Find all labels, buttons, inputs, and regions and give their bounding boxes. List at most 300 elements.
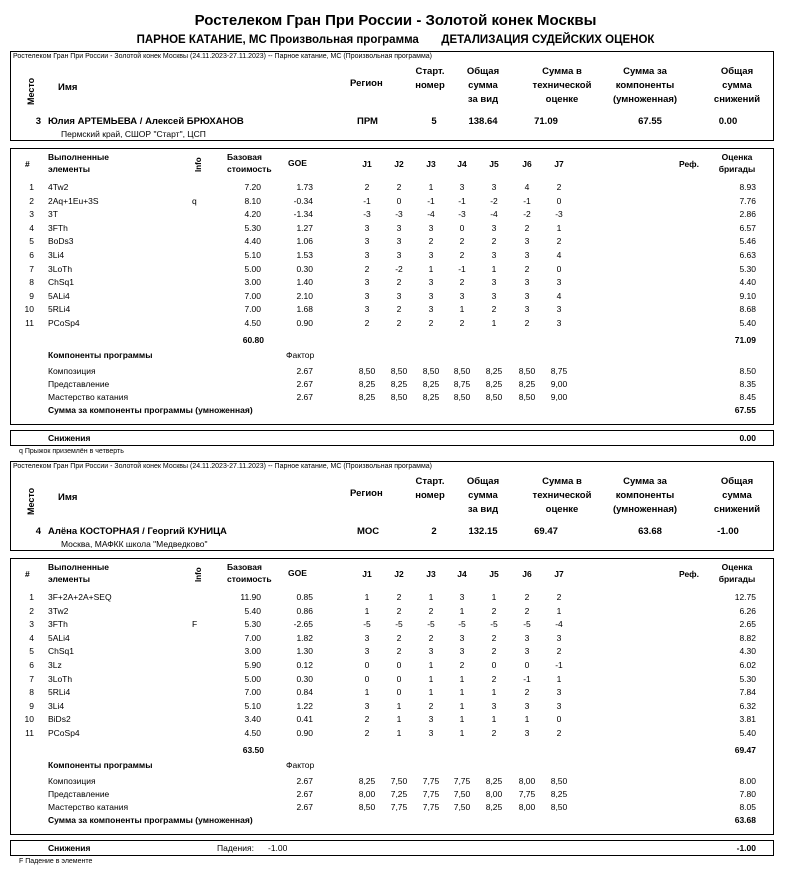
- element-judge-4: 3: [459, 290, 465, 301]
- element-score: 3.81: [739, 714, 756, 725]
- element-judge-4: 3: [459, 646, 465, 657]
- element-judge-3: 3: [428, 714, 434, 725]
- element-judge-7: 0: [556, 195, 562, 206]
- element-judge-5: 1: [491, 263, 497, 274]
- element-number: 10: [24, 714, 34, 725]
- element-base-value: 3.00: [244, 277, 261, 288]
- element-base-value: 8.10: [244, 195, 261, 206]
- element-judge-3: 3: [428, 728, 434, 738]
- element-judge-3: 2: [428, 236, 434, 247]
- element-judge-1: 3: [364, 646, 370, 657]
- element-judge-4: 1: [459, 605, 465, 616]
- element-judge-4: 1: [459, 673, 465, 684]
- element-judge-5: 2: [491, 728, 497, 738]
- column-ded-1: Общая: [720, 476, 754, 487]
- element-judge-3: 2: [428, 318, 434, 328]
- component-judge-2: 7,25: [390, 788, 408, 799]
- component-judge-6: 7,75: [518, 788, 536, 799]
- element-judge-1: 3: [364, 290, 370, 301]
- element-judge-1: 3: [364, 700, 370, 711]
- column-base-2: стоимость: [227, 164, 272, 174]
- athlete-ded: 0.00: [718, 116, 738, 127]
- column-tss-1: Общая: [466, 476, 500, 487]
- element-judge-2: 2: [396, 182, 402, 192]
- column-goe: GOE: [288, 158, 307, 168]
- element-score: 5.30: [739, 263, 756, 274]
- component-judge-7: 8,75: [550, 365, 568, 376]
- athlete-club: Пермский край, СШОР "Старт", ЦСП: [61, 129, 206, 139]
- element-score: 7.76: [739, 195, 756, 206]
- element-number: 6: [29, 250, 34, 260]
- element-number: 6: [29, 660, 34, 670]
- column-score-2: бригады: [718, 164, 756, 174]
- element-judge-7: 2: [556, 646, 562, 657]
- component-judge-7: 9,00: [550, 391, 568, 402]
- element-judge-7: 2: [556, 728, 562, 738]
- component-judge-5: 8,50: [485, 391, 503, 402]
- element-judge-6: 3: [524, 236, 530, 247]
- element-number: 1: [29, 182, 34, 192]
- element-judge-1: 1: [364, 687, 370, 698]
- column-ded-1: Общая: [720, 66, 754, 77]
- element-judge-5: 2: [491, 236, 497, 247]
- column-start-1: Старт.: [415, 66, 445, 77]
- component-score: 7.80: [739, 788, 756, 799]
- element-judge-3: 1: [428, 660, 434, 670]
- column-num: #: [25, 569, 30, 579]
- element-judge-7: 2: [556, 592, 562, 602]
- column-place: Место: [26, 487, 36, 515]
- element-judge-4: 1: [459, 304, 465, 315]
- base-value-total: 60.80: [242, 334, 264, 345]
- element-judge-7: 2: [556, 182, 562, 192]
- element-judge-6: 2: [524, 222, 530, 233]
- element-code: 3F+2A+2A+SEQ: [48, 592, 112, 602]
- element-judge-4: -1: [458, 195, 466, 206]
- element-judge-6: 2: [524, 605, 530, 616]
- component-judge-3: 7,75: [422, 788, 440, 799]
- element-goe: 1.68: [296, 304, 313, 315]
- element-score: 6.32: [739, 700, 756, 711]
- deductions-total: -1.00: [736, 843, 756, 853]
- element-judge-6: 2: [524, 318, 530, 328]
- element-judge-2: 1: [396, 714, 402, 725]
- element-judge-2: 2: [396, 304, 402, 315]
- deductions-box: [10, 430, 774, 446]
- element-judge-4: 3: [459, 632, 465, 643]
- element-judge-1: 3: [364, 250, 370, 260]
- column-ref: Реф.: [679, 569, 699, 579]
- column-place: Место: [26, 77, 36, 105]
- component-judge-1: 8,25: [358, 775, 376, 786]
- element-goe: 1.22: [296, 700, 313, 711]
- element-judge-5: 3: [491, 277, 497, 288]
- athlete-start: 2: [431, 526, 437, 537]
- component-judge-3: 7,75: [422, 801, 440, 812]
- element-score: 8.93: [739, 182, 756, 192]
- element-judge-5: 0: [491, 660, 497, 670]
- element-code: BoDs3: [48, 236, 74, 247]
- column-judge-6: J6: [522, 569, 532, 579]
- component-factor: 2.67: [296, 365, 313, 376]
- pcs-total-label: Сумма за компоненты программы (умноженная): [48, 814, 253, 825]
- element-number: 7: [29, 263, 34, 274]
- element-score: 8.68: [739, 304, 756, 315]
- component-judge-2: 7,50: [390, 775, 408, 786]
- element-base-value: 5.30: [244, 619, 261, 630]
- component-judge-4: 7,75: [453, 775, 471, 786]
- element-judge-2: 0: [396, 687, 402, 698]
- element-base-value: 5.40: [244, 605, 261, 616]
- component-judge-6: 8,00: [518, 801, 536, 812]
- column-elements-1: Выполненные: [48, 152, 110, 162]
- element-number: 3: [29, 619, 34, 630]
- element-judge-2: 2: [396, 646, 402, 657]
- element-number: 11: [25, 728, 34, 738]
- athlete-name: Алёна КОСТОРНАЯ / Георгий КУНИЦА: [48, 526, 227, 537]
- element-goe: 0.85: [296, 592, 313, 602]
- column-judge-1: J1: [362, 569, 372, 579]
- element-score: 2.86: [739, 209, 756, 220]
- element-goe: 1.27: [296, 222, 313, 233]
- element-judge-4: 3: [459, 592, 465, 602]
- element-goe: -2.65: [293, 619, 313, 630]
- element-judge-6: 3: [524, 250, 530, 260]
- element-judge-3: 1: [428, 263, 434, 274]
- element-code: 5RLi4: [48, 304, 71, 315]
- column-pcs-1: Сумма за: [623, 66, 667, 77]
- component-judge-3: 8,25: [422, 391, 440, 402]
- element-judge-6: 2: [524, 263, 530, 274]
- document-title: Ростелеком Гран При России - Золотой конек Москвы: [194, 12, 597, 29]
- element-judge-1: -5: [363, 619, 371, 630]
- element-code: 5ALi4: [48, 632, 70, 643]
- element-judge-1: 3: [364, 236, 370, 247]
- element-number: 7: [29, 673, 34, 684]
- component-judge-2: 8,25: [390, 378, 408, 389]
- footnote: q Прыжок приземлён в четверть: [19, 448, 124, 455]
- column-ded-2: сумма: [722, 80, 752, 91]
- column-name: Имя: [58, 492, 78, 503]
- element-judge-7: 1: [556, 605, 562, 616]
- column-judge-7: J7: [554, 569, 564, 579]
- element-judge-5: 2: [491, 632, 497, 643]
- athlete-rank: 3: [35, 116, 41, 127]
- column-base-1: Базовая: [227, 562, 262, 572]
- element-judge-3: 3: [428, 290, 434, 301]
- component-judge-6: 8,25: [518, 378, 536, 389]
- component-score: 8.00: [739, 775, 756, 786]
- element-goe: 0.86: [296, 605, 313, 616]
- element-number: 10: [24, 304, 34, 315]
- athlete-tss: 132.15: [468, 526, 498, 537]
- element-judge-5: 2: [491, 605, 497, 616]
- element-judge-3: 1: [428, 182, 434, 192]
- element-goe: 0.12: [296, 660, 313, 670]
- element-judge-4: -3: [458, 209, 466, 220]
- element-judge-6: -1: [523, 673, 531, 684]
- element-judge-3: 3: [428, 250, 434, 260]
- element-code: 3LoTh: [48, 263, 73, 274]
- element-number: 9: [29, 290, 34, 301]
- column-ref: Реф.: [679, 159, 699, 169]
- element-judge-2: 2: [396, 318, 402, 328]
- component-judge-6: 8,50: [518, 365, 536, 376]
- element-judge-6: 3: [524, 632, 530, 643]
- column-score-1: Оценка: [721, 562, 753, 572]
- column-info: Info: [194, 567, 203, 583]
- component-judge-2: 8,50: [390, 365, 408, 376]
- element-base-value: 4.40: [244, 236, 261, 247]
- element-judge-2: 0: [396, 660, 402, 670]
- element-judge-6: 3: [524, 728, 530, 738]
- element-code: BiDs2: [48, 714, 71, 725]
- pcs-total: 67.55: [734, 404, 756, 415]
- element-score: 5.30: [739, 673, 756, 684]
- element-goe: 1.30: [296, 646, 313, 657]
- element-judge-3: 3: [428, 222, 434, 233]
- component-factor: 2.67: [296, 775, 313, 786]
- document-subtitle: [0, 34, 791, 46]
- athlete-name: Юлия АРТЕМЬЕВА / Алексей БРЮХАНОВ: [48, 116, 244, 127]
- athlete-ded: -1.00: [717, 526, 739, 537]
- element-judge-6: 1: [524, 714, 530, 725]
- element-judge-6: 2: [524, 687, 530, 698]
- element-judge-7: 0: [556, 714, 562, 725]
- element-judge-4: 2: [459, 318, 465, 328]
- element-judge-4: -5: [458, 619, 466, 630]
- element-base-value: 4.50: [244, 318, 261, 328]
- column-pcs-1: Сумма за: [623, 476, 667, 487]
- element-code: 5RLi4: [48, 687, 71, 698]
- element-judge-2: -3: [395, 209, 403, 220]
- element-score: 2.65: [739, 619, 756, 630]
- element-judge-7: 0: [556, 263, 562, 274]
- pcs-total: 63.68: [734, 814, 756, 825]
- element-judge-6: 2: [524, 592, 530, 602]
- element-judge-1: -3: [363, 209, 371, 220]
- column-start-2: номер: [415, 490, 445, 501]
- element-judge-3: 2: [428, 632, 434, 643]
- component-judge-5: 8,25: [485, 801, 503, 812]
- element-judge-6: -1: [523, 195, 531, 206]
- element-judge-4: 2: [459, 236, 465, 247]
- element-judge-3: 1: [428, 673, 434, 684]
- element-judge-7: 3: [556, 687, 562, 698]
- component-judge-2: 8,50: [390, 391, 408, 402]
- element-judge-3: -5: [427, 619, 435, 630]
- deductions-box: [10, 840, 774, 856]
- deductions-label: Снижения: [48, 843, 91, 853]
- column-ded-2: сумма: [722, 490, 752, 501]
- element-judge-4: 0: [459, 222, 465, 233]
- element-base-value: 4.20: [244, 209, 261, 220]
- element-judge-2: 0: [396, 673, 402, 684]
- column-elements-1: Выполненные: [48, 562, 110, 572]
- element-base-value: 5.30: [244, 222, 261, 233]
- element-judge-7: 4: [556, 290, 562, 301]
- element-judge-4: 2: [459, 277, 465, 288]
- column-pcs-3: (умноженная): [612, 504, 678, 515]
- element-judge-5: 3: [491, 222, 497, 233]
- element-base-value: 11.90: [240, 592, 261, 602]
- column-ded-3: снижений: [713, 504, 761, 515]
- element-goe: 0.30: [296, 673, 313, 684]
- deductions-total: 0.00: [739, 433, 756, 443]
- component-judge-3: 8,25: [422, 378, 440, 389]
- element-score: 4.40: [739, 277, 756, 288]
- component-score: 8.50: [739, 365, 756, 376]
- deductions-label: Снижения: [48, 433, 91, 443]
- element-judge-5: -5: [490, 619, 498, 630]
- athlete-pcs: 63.68: [638, 526, 662, 537]
- element-judge-1: 2: [364, 182, 370, 192]
- element-judge-2: 0: [396, 195, 402, 206]
- subtitle-report-type: ДЕТАЛИЗАЦИЯ СУДЕЙСКИХ ОЦЕНОК: [441, 34, 655, 46]
- element-code: 3Lz: [48, 660, 62, 670]
- athlete-region: МОС: [357, 526, 380, 537]
- element-judge-6: 3: [524, 700, 530, 711]
- element-judge-7: 1: [556, 222, 562, 233]
- base-value-total: 63.50: [242, 744, 264, 755]
- element-judge-3: 2: [428, 700, 434, 711]
- element-judge-4: 3: [459, 182, 465, 192]
- element-judge-6: 3: [524, 304, 530, 315]
- deduction-type: Падения:: [217, 843, 254, 853]
- component-judge-3: 7,75: [422, 775, 440, 786]
- element-judge-3: 3: [428, 277, 434, 288]
- column-judge-1: J1: [362, 159, 372, 169]
- component-name: Композиция: [48, 365, 96, 376]
- element-score: 6.63: [739, 250, 756, 260]
- component-score: 8.05: [739, 801, 756, 812]
- element-judge-7: 3: [556, 318, 562, 328]
- element-judge-1: 2: [364, 318, 370, 328]
- element-goe: 0.90: [296, 728, 313, 738]
- element-code: 4Tw2: [48, 182, 69, 192]
- column-ded-3: снижений: [713, 94, 761, 105]
- element-judge-2: 2: [396, 605, 402, 616]
- component-score: 8.35: [739, 378, 756, 389]
- element-score: 8.82: [739, 632, 756, 643]
- element-judge-7: 3: [556, 632, 562, 643]
- element-code: 3Tw2: [48, 605, 69, 616]
- element-judge-5: 2: [491, 304, 497, 315]
- element-code: 2Aq+1Eu+3S: [48, 195, 99, 206]
- component-judge-5: 8,25: [485, 365, 503, 376]
- element-score: 6.57: [739, 222, 756, 233]
- component-judge-2: 7,75: [390, 801, 408, 812]
- component-judge-1: 8,00: [358, 788, 376, 799]
- column-judge-3: J3: [426, 569, 436, 579]
- element-number: 2: [29, 605, 34, 616]
- column-start-1: Старт.: [415, 476, 445, 487]
- element-score: 9.10: [739, 290, 756, 301]
- element-code: 3Li4: [48, 700, 65, 711]
- element-goe: 0.84: [296, 687, 313, 698]
- column-components: Компоненты программы: [48, 349, 153, 360]
- element-judge-4: -1: [458, 263, 466, 274]
- element-goe: 2.10: [296, 290, 313, 301]
- element-judge-5: 3: [491, 290, 497, 301]
- element-judge-7: 3: [556, 304, 562, 315]
- column-tss-2: сумма: [468, 490, 498, 501]
- column-elements-2: элементы: [48, 574, 90, 584]
- element-number: 3: [29, 209, 34, 220]
- column-region: Регион: [350, 488, 383, 499]
- column-judge-5: J5: [489, 569, 499, 579]
- element-number: 8: [29, 277, 34, 288]
- component-judge-6: 8,50: [518, 391, 536, 402]
- element-goe: 0.30: [296, 263, 313, 274]
- element-judge-6: 0: [524, 660, 530, 670]
- element-judge-3: 1: [428, 687, 434, 698]
- element-goe: 1.53: [296, 250, 313, 260]
- column-pcs-3: (умноженная): [612, 94, 678, 105]
- element-judge-1: -1: [363, 195, 371, 206]
- element-judge-5: 2: [491, 673, 497, 684]
- element-number: 4: [29, 222, 34, 233]
- element-judge-3: -4: [427, 209, 435, 220]
- element-number: 4: [29, 632, 34, 643]
- element-score: 12.75: [734, 592, 756, 602]
- element-judge-1: 3: [364, 632, 370, 643]
- element-score: 6.26: [739, 605, 756, 616]
- element-judge-1: 3: [364, 277, 370, 288]
- element-judge-5: 1: [491, 714, 497, 725]
- column-tes-2: технической: [532, 80, 592, 91]
- element-judge-1: 1: [364, 605, 370, 616]
- column-tss-3: за вид: [467, 94, 499, 105]
- element-judge-1: 2: [364, 263, 370, 274]
- component-judge-1: 8,25: [358, 391, 376, 402]
- element-judge-6: -5: [523, 619, 531, 630]
- element-base-value: 3.40: [244, 714, 261, 725]
- column-tss-1: Общая: [466, 66, 500, 77]
- component-judge-5: 8,00: [485, 788, 503, 799]
- element-judge-5: -2: [490, 195, 498, 206]
- column-tes-3: оценке: [545, 504, 579, 515]
- athlete-start: 5: [431, 116, 437, 127]
- component-judge-4: 8,50: [453, 365, 471, 376]
- element-judge-1: 0: [364, 660, 370, 670]
- element-judge-6: 3: [524, 277, 530, 288]
- element-judge-7: 1: [556, 673, 562, 684]
- column-goe: GOE: [288, 568, 307, 578]
- element-goe: 0.41: [296, 714, 313, 725]
- element-score: 5.40: [739, 728, 756, 738]
- component-factor: 2.67: [296, 391, 313, 402]
- element-code: PCoSp4: [48, 728, 80, 738]
- element-judge-7: 3: [556, 277, 562, 288]
- column-factor: Фактор: [286, 349, 315, 360]
- column-pcs-2: компоненты: [615, 490, 675, 501]
- element-judge-3: 1: [428, 592, 434, 602]
- element-number: 5: [29, 646, 34, 657]
- element-info: q: [192, 195, 197, 206]
- column-name: Имя: [58, 82, 78, 93]
- column-judge-2: J2: [394, 569, 404, 579]
- element-base-value: 7.00: [244, 632, 261, 643]
- column-judge-3: J3: [426, 159, 436, 169]
- element-number: 8: [29, 687, 34, 698]
- element-number: 11: [25, 318, 34, 328]
- element-judge-2: -2: [395, 263, 403, 274]
- element-score: 5.46: [739, 236, 756, 247]
- element-goe: 1.82: [296, 632, 313, 643]
- element-score: 6.02: [739, 660, 756, 670]
- element-judge-5: 3: [491, 182, 497, 192]
